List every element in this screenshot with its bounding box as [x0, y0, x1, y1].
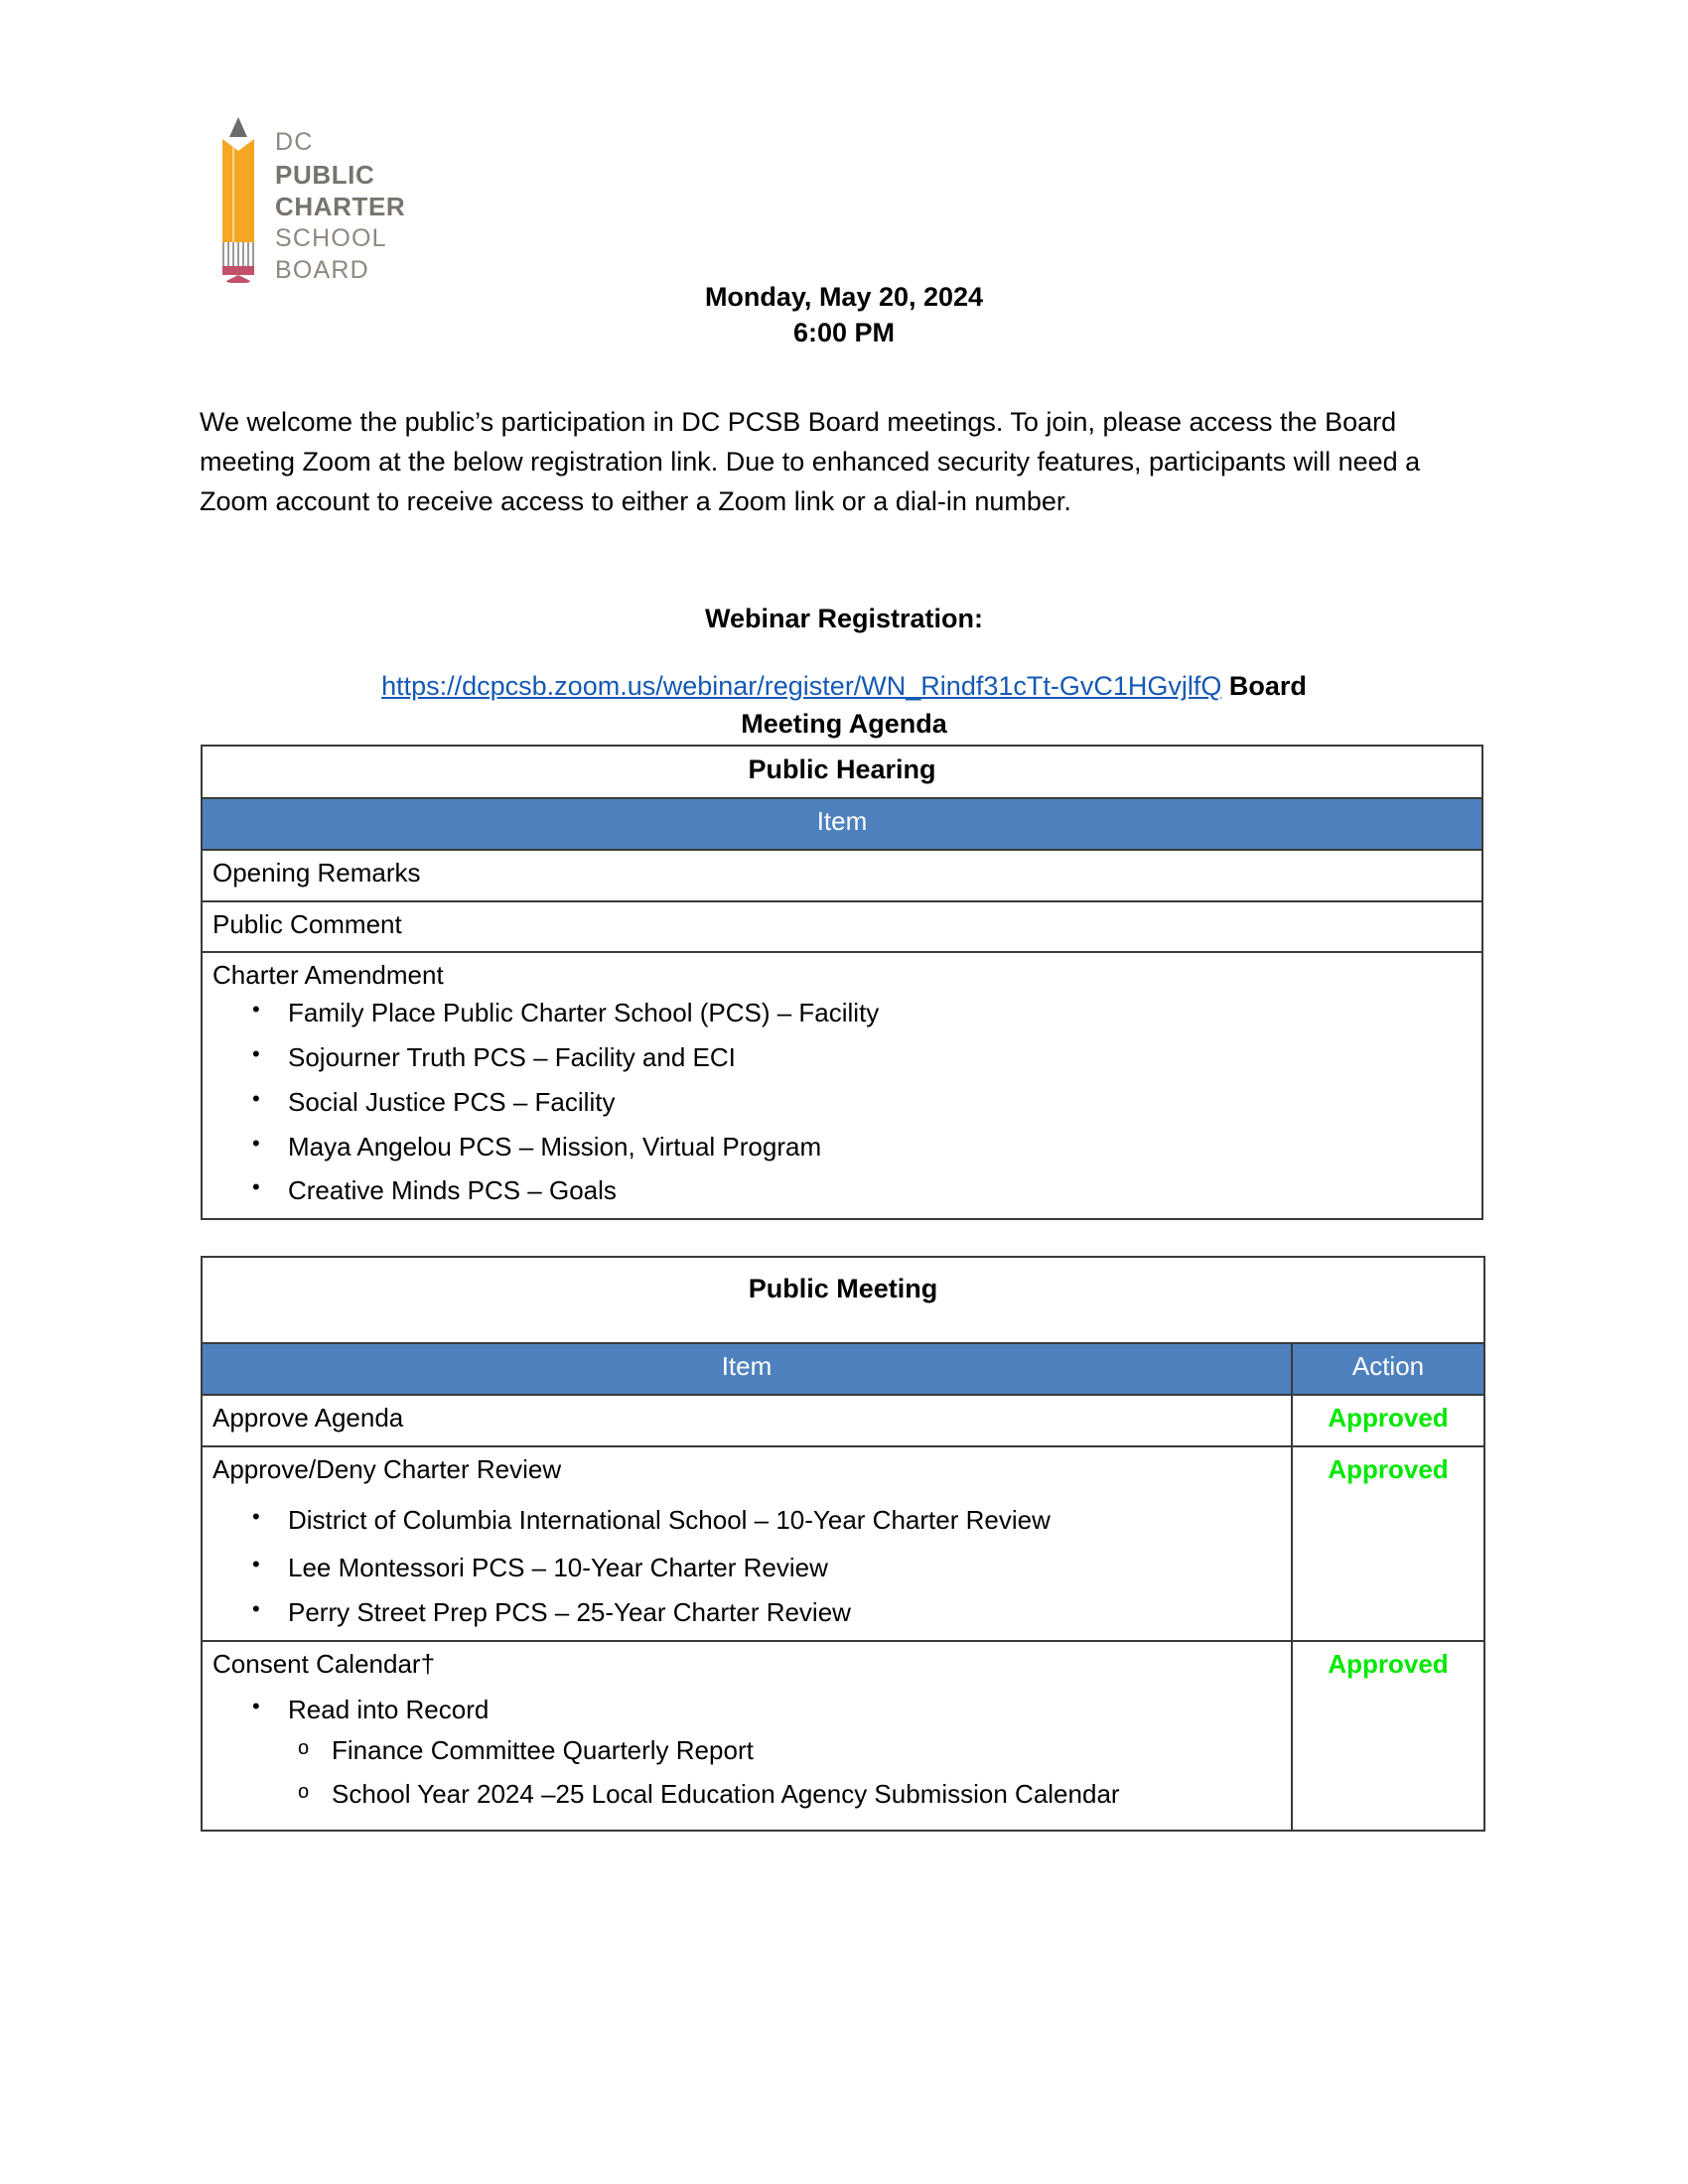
pencil-body [222, 139, 254, 242]
table-row [202, 798, 1482, 850]
pencil-tip [229, 117, 247, 137]
row-charter-review-label: Approve/Deny Charter Review [212, 1453, 562, 1484]
charter-review-list [212, 1490, 1281, 1629]
list-item: • District of Columbia International School – 10-Year Charter Review [288, 1504, 1281, 1538]
row-charter-review [202, 1446, 1292, 1641]
logo-line-dc: DC [275, 128, 314, 156]
agenda-title-part1: Board [1228, 671, 1307, 701]
meeting-date: Monday, May 20, 2024 [704, 282, 984, 312]
list-item: • Lee Montessori PCS – 10-Year Charter Review [288, 1552, 1281, 1585]
table-row [202, 1446, 1484, 1641]
list-item [288, 1694, 1281, 1812]
row-charter-amendment [202, 952, 1482, 1219]
dc-pcsb-logo [204, 117, 501, 286]
public-hearing-title: Public Hearing [202, 746, 1482, 798]
row-charter-amendment-label: Charter Amendment [212, 960, 444, 991]
consent-calendar-sublist [288, 1734, 1281, 1812]
intro-paragraph: We welcome the public’s participation in DC PCSB Board meetings. To join, please access the Board meeting Zoom at the below registration link. Due to enhanced security features, participants will need a Zoom account to receive access to either a Zoom link or a dial-in number. [200, 407, 1421, 516]
row-opening-remarks: Opening Remarks [202, 850, 1482, 901]
status-badge-charter-review: Approved [1292, 1446, 1484, 1641]
webinar-link-block [199, 667, 1489, 744]
webinar-registration-link[interactable]: https://dcpcsb.zoom.us/webinar/register/WN_Rindf31cTt-GvC1HGvjlfQ [381, 671, 1222, 701]
table-row [202, 1257, 1484, 1343]
table-row [202, 1641, 1484, 1831]
pencil-icon [217, 117, 259, 284]
public-meeting-item-header: Item [202, 1343, 1292, 1395]
agenda-title-part2: Meeting Agenda [741, 709, 947, 740]
webinar-registration-label: Webinar Registration: [704, 604, 984, 633]
public-meeting-table [201, 1256, 1485, 1832]
list-item: • Maya Angelou PCS – Mission, Virtual Program [288, 1131, 1472, 1164]
consent-calendar-list [212, 1686, 1281, 1812]
list-item: • Family Place Public Charter School (PCS) – Facility [288, 997, 1472, 1030]
status-badge-consent-calendar: Approved [1292, 1641, 1484, 1831]
public-meeting-title: Public Meeting [202, 1257, 1484, 1343]
logo-line-public: PUBLIC [275, 159, 375, 190]
logo-line-charter: CHARTER [275, 192, 406, 222]
list-item: o School Year 2024 –25 Local Education Agency Submission Calendar [332, 1778, 1281, 1812]
status-badge-approve-agenda: Approved [1292, 1395, 1484, 1446]
logo-wordmark [275, 127, 405, 286]
row-public-comment: Public Comment [202, 901, 1482, 953]
list-item: • Social Justice PCS – Facility [288, 1086, 1472, 1120]
list-item: o Finance Committee Quarterly Report [332, 1734, 1281, 1768]
logo-line-school: SCHOOL [275, 224, 387, 252]
row-consent-calendar [202, 1641, 1292, 1831]
list-item: • Sojourner Truth PCS – Facility and ECI [288, 1041, 1472, 1075]
public-meeting-action-header: Action [1292, 1343, 1484, 1395]
list-item-label: Read into Record [288, 1694, 490, 1724]
public-hearing-table [201, 745, 1483, 1220]
charter-amendment-list [212, 997, 1472, 1208]
table-row [202, 850, 1482, 901]
row-approve-agenda: Approve Agenda [202, 1395, 1292, 1446]
table-row [202, 746, 1482, 798]
logo-line-board: BOARD [275, 255, 369, 284]
table-row [202, 1343, 1484, 1395]
list-item: • Creative Minds PCS – Goals [288, 1174, 1472, 1208]
public-hearing-item-header: Item [202, 798, 1482, 850]
table-row [202, 952, 1482, 1219]
table-row [202, 901, 1482, 953]
table-row [202, 1395, 1484, 1446]
meeting-datetime-heading [199, 280, 1489, 350]
pencil-seam [232, 147, 234, 242]
list-item: • Perry Street Prep PCS – 25-Year Charter Review [288, 1596, 1281, 1630]
pencil-ferrule [222, 242, 254, 266]
row-consent-calendar-label: Consent Calendar† [212, 1648, 436, 1679]
meeting-time: 6:00 PM [792, 317, 896, 347]
